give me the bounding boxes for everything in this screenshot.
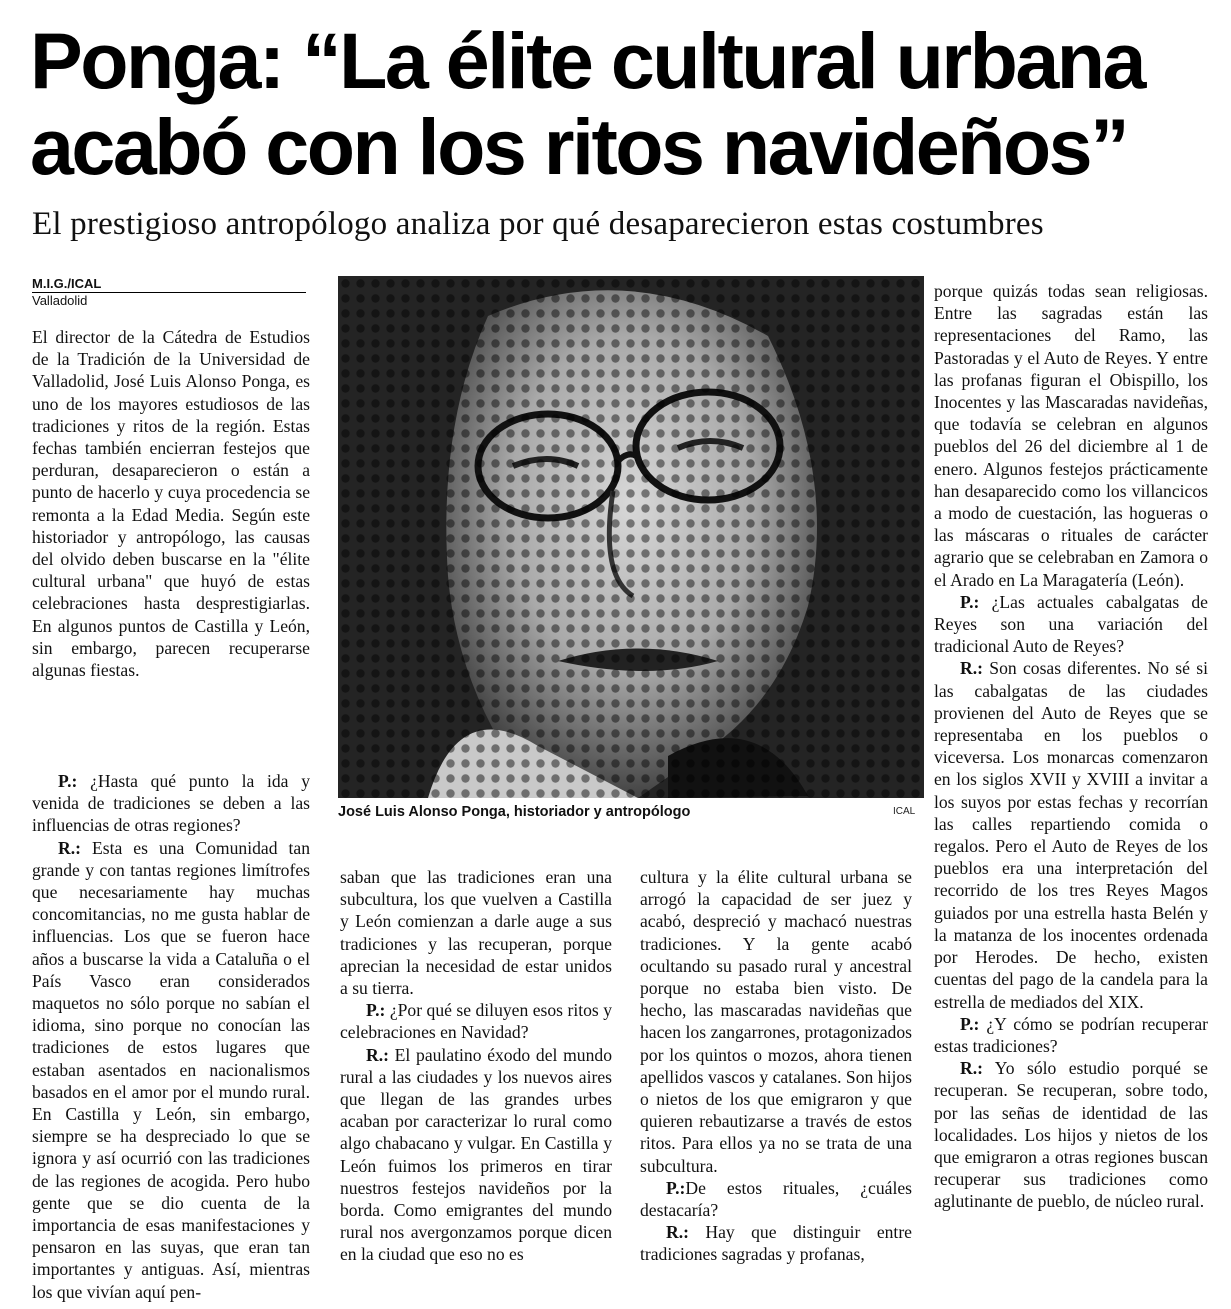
question-text: ¿Las actuales cabalgatas de Reyes son una variación del tradicional Auto de Reyes? — [934, 591, 1208, 657]
answer-text: Esta es una Comunidad tan grande y con tantas regiones limítrofes que necesariamente hay muchas concomitancias, no me gusta hablar de influencias. Los que se fueron hace años a buscarse la vida a Cataluña o el País Vasco eran considerados maquetos no sólo porque no sabían el idioma, sino porque no conocían las tradiciones de estos lugares que estaban asentados en nacionalismos basados en el amor por el mundo rural. En Castilla y León, sin embargo, siempre se ha despreciado lo que se ignora y así ocurrió con las tradiciones de las regiones de acogida. Pero hubo gente que se dio cuenta de la importancia de esas manifestaciones y pensaron en las suyas, que eran tan importantes y antiguas. Así, mientras los que vivían aquí pen- — [32, 837, 310, 1302]
photo-caption: José Luis Alonso Ponga, historiador y antropólogo — [338, 804, 691, 820]
answer-text: Son cosas diferentes. No sé si las cabalgatas de las ciudades provienen del Auto de Reyes que se representaba en los pueblos o viceversa. Los monarcas comenzaron en los siglos XVII y XVIII a invitar a los suyos por estas fechas y recorrían las calles repartiendo comida o regalos. Pero el Auto de Reyes de los pueblos era una interpretación del recorrido de los tres Reyes Magos guiados por una estrella hasta Belén y la matanza de los inocentes ordenada por Herodes. De hecho, existen cuentas del pago de la candela para la estrella de mediados del XIX. — [934, 658, 1208, 1012]
article-column-2 — [340, 866, 612, 1266]
question-paragraph — [640, 1177, 912, 1221]
body-paragraph: cultura y la élite cultural urbana se arrogó la capacidad de ser juez y acabó, despreció y machacó nuestras tradiciones. Y la gente acabó ocultando su pasado rural y ancestral porque no estaba bien visto. De hecho, las mascaradas navideñas que hacen los zangarrones, protagonizados por los quintos o mozos, ahora tienen apellidos vascos y catalanes. Son hijos o nietos de los que emigraron y que quieren rebautizarse a través de estos ritos. Para ellos ya no se trata de una subcultura. — [640, 867, 912, 1176]
answer-paragraph — [934, 1057, 1208, 1212]
question-paragraph — [934, 1013, 1208, 1057]
article-column-3 — [640, 866, 912, 1266]
headline-line-1: Ponga: “La élite cultural urbana — [30, 16, 1144, 105]
answer-paragraph — [32, 837, 310, 1303]
question-label: P.: — [666, 1177, 686, 1198]
question-text: ¿Y cómo se podrían recuperar estas tradiciones? — [934, 1013, 1208, 1056]
intro-paragraph: El director de la Cátedra de Estudios de la Tradición de la Universidad de Valladolid, José Luis Alonso Ponga, es uno de los mayores estudiosos de las tradiciones y ritos de la región. Estas fechas también encierran festejos que perduran, desaparecieron o están a punto de hacerlo y cuya procedencia se remonta a la Edad Media. Según este historiador y antropólogo, las causas del olvido deben buscarse en la "élite cultural urbana" que huyó de estas celebraciones hasta desprestigiarlas. En algunos puntos de Castilla y León, sin embargo, parecen recuperarse algunas fiestas. — [32, 327, 310, 681]
article-column-4 — [934, 280, 1208, 1213]
question-paragraph — [32, 770, 310, 837]
body-paragraph: saban que las tradiciones eran una subcultura, los que vuelven a Castilla y León comienzan a darle auge a sus tradiciones y las recuperan, porque aprecian la necesidad de estar unidos a su tierra. — [340, 867, 612, 999]
byline-place: Valladolid — [32, 293, 88, 308]
answer-text: Hay que distinguir entre tradiciones sagradas y profanas, — [640, 1222, 912, 1265]
byline-agency: M.I.G./ICAL — [32, 276, 306, 293]
headline-line-2: acabó con los ritos navideños” — [30, 102, 1128, 191]
question-label: P.: — [366, 1000, 386, 1021]
answer-paragraph — [640, 1221, 912, 1265]
answer-paragraph — [340, 1044, 612, 1266]
answer-text: Yo sólo estudio porqué se recuperan. Se recuperan, sobre todo, por las señas de identidad de las localidades. Los hijos y nietos de los que emigraron a otras regiones buscan recuperar sus tradiciones como aglutinante de pueblo, de núcleo rural. — [934, 1058, 1208, 1212]
subheadline: El prestigioso antropólogo analiza por qué desaparecieron estas costumbres — [32, 206, 1044, 242]
question-label: P.: — [58, 771, 78, 791]
portrait-image — [338, 276, 924, 798]
question-text: De estos rituales, ¿cuáles destacaría? — [640, 1177, 912, 1221]
answer-label: R.: — [960, 658, 983, 679]
body-paragraph: porque quizás todas sean religiosas. Entre las sagradas están las representaciones del Ramo, las Pastoradas y el Auto de Reyes. Y entre las profanas figuran el Obispillo, los Inocentes y las Mascaradas navideñas, que todavía se celebran en algunos pueblos del 26 del diciembre al 1 de enero. Algunos festejos prácticamente han desaparecido como los villancicos a modo de cuestación, las hogueras o las máscaras o rituales de carácter agrario que se celebraban en Zamora o el Arado en La Maragatería (León). — [934, 281, 1208, 590]
question-text: ¿Hasta qué punto la ida y venida de tradiciones se deben a las influencias de otras regiones? — [32, 771, 310, 836]
article-column-1-qa — [32, 770, 310, 1303]
question-label: P.: — [960, 591, 980, 612]
question-text: ¿Por qué se diluyen esos ritos y celebraciones en Navidad? — [340, 1000, 612, 1043]
answer-label: R.: — [960, 1058, 983, 1079]
question-paragraph — [340, 999, 612, 1043]
answer-text: El paulatino éxodo del mundo rural a las ciudades y los nuevos aires que llegan de las grandes urbes acaban por caracterizar lo rural como algo chabacano y vulgar. En Castilla y León fuimos los primeros en tirar nuestros festejos navideños por la borda. Como emigrantes del mundo rural nos avergonzamos porque dicen en la ciudad que eso no es — [340, 1044, 612, 1265]
answer-paragraph — [934, 657, 1208, 1012]
answer-label: R.: — [58, 837, 81, 858]
byline — [32, 276, 306, 308]
portrait-photo — [338, 276, 924, 798]
answer-label: R.: — [666, 1222, 689, 1243]
article-column-1 — [32, 326, 310, 681]
headline — [30, 18, 1225, 190]
photo-credit: ICAL — [893, 806, 916, 817]
answer-label: R.: — [366, 1044, 389, 1065]
question-label: P.: — [960, 1013, 980, 1034]
question-paragraph — [934, 591, 1208, 658]
